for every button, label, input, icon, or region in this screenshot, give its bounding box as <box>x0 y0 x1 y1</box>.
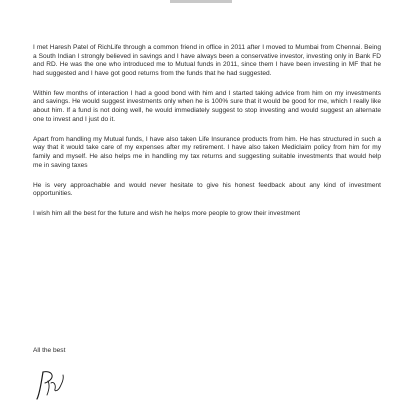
paragraph-introduction: I met Haresh Patel of RichLife through a common friend in office in 2011 after I moved to Mumbai from Chennai. Being a South Indian I strongly believed in savings and I have always been a conservative investor, investing only in Bank FD and RD. He was the one who introduced me to Mutual funds in 2011, since them I have been investing in MF that he had suggested and I have got good returns from the funds that he had suggested. <box>33 44 381 77</box>
paragraph-advice: Within few months of interaction I had a good bond with him and I started taking advice from him on my investments and savings. He would suggest investments only when he is 100% sure that it would be good for me, which I really like about him. If a fund is not doing well, he would immediately suggest to stop investing and would suggest an alternate one to invest and I just do it. <box>33 89 381 123</box>
letter-body <box>33 44 381 230</box>
paragraph-approachable: He is very approachable and would never hesitate to give his honest feedback about any kind of investment opportunities. <box>33 181 381 198</box>
signature-stroke-loop <box>43 372 52 383</box>
closing-line: All the best <box>33 347 66 354</box>
signature-stroke-main <box>37 372 43 399</box>
paragraph-wishes: I wish him all the best for the future and wish he helps more people to grow their investment <box>33 210 301 218</box>
signature-stroke-tail <box>47 375 63 395</box>
signature-icon <box>34 369 74 400</box>
paragraph-insurance: Apart from handling my Mutual funds, I have also taken Life Insurance products from him. He has structured in such a way that it would take care of my expenses after my retirement. I have also taken Mediclaim policy from him for my family and myself. He also helps me in handling my tax returns and suggesting suitable investments that would help me in saving taxes <box>33 135 381 169</box>
letterhead-rule <box>170 0 232 3</box>
